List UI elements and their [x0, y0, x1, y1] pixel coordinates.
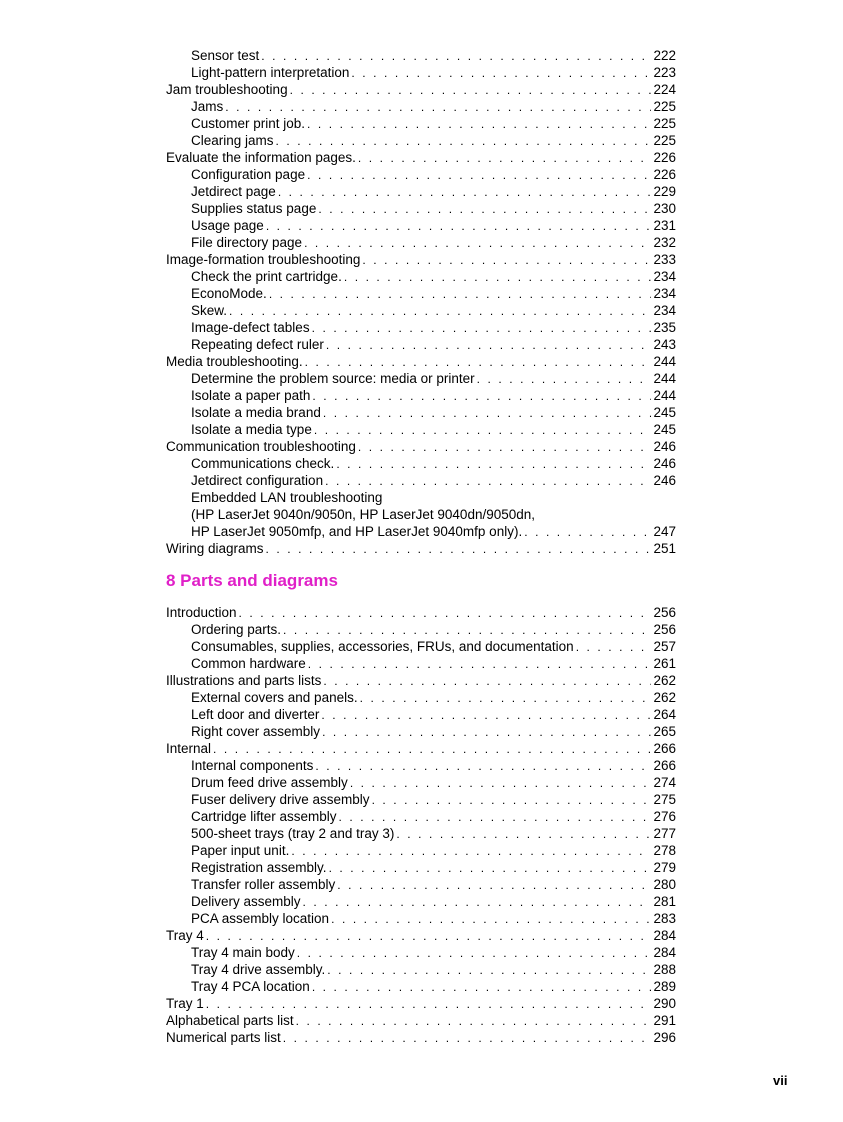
toc-entry-page-number: 280	[653, 877, 676, 892]
toc-entry-page-number: 296	[653, 1030, 676, 1045]
toc-entry-title: Skew.	[191, 303, 228, 318]
dot-leader	[325, 473, 651, 490]
toc-entry-title: Consumables, supplies, accessories, FRUs, and documentation	[191, 639, 574, 654]
toc-entry-page-number: 232	[653, 235, 676, 250]
dot-leader	[283, 622, 651, 639]
dot-leader	[396, 826, 651, 843]
toc-entry[interactable]	[166, 1029, 676, 1046]
toc-entry-title: Isolate a media brand	[191, 405, 321, 420]
toc-entry-page-number: 244	[653, 388, 676, 403]
toc-entry[interactable]	[166, 421, 676, 438]
toc-entry-page-number: 290	[653, 996, 676, 1011]
dot-leader	[327, 962, 651, 979]
toc-entry-page-number: 283	[653, 911, 676, 926]
toc-entry-title: Image-defect tables	[191, 320, 310, 335]
dot-leader	[225, 99, 651, 116]
toc-entry-page-number: 225	[653, 99, 676, 114]
toc-entry-title: Delivery assembly	[191, 894, 301, 909]
toc-entry-title: Light-pattern interpretation	[191, 65, 350, 80]
dot-leader	[229, 303, 651, 320]
toc-entry-page-number: 277	[653, 826, 676, 841]
toc-entry-title: Numerical parts list	[166, 1030, 281, 1045]
dot-leader	[360, 690, 652, 707]
dot-leader	[261, 48, 651, 65]
toc-entry-page-number: 288	[653, 962, 676, 977]
toc-entry[interactable]	[166, 723, 676, 740]
toc-entry-page-number: 234	[653, 269, 676, 284]
toc-entry-title: Registration assembly.	[191, 860, 327, 875]
dot-leader	[344, 269, 652, 286]
dot-leader	[266, 541, 652, 558]
dot-leader	[331, 911, 651, 928]
toc-entry[interactable]	[166, 370, 676, 387]
toc-entry-title: 500-sheet trays (tray 2 and tray 3)	[191, 826, 395, 841]
dot-leader	[336, 456, 651, 473]
toc-entry-title: External covers and panels.	[191, 690, 358, 705]
toc-entry-title: Image-formation troubleshooting	[166, 252, 361, 267]
toc-entry-title: Tray 4 main body	[191, 945, 295, 960]
toc-entry-page-number: 234	[653, 303, 676, 318]
toc-entry[interactable]	[166, 47, 676, 64]
dot-leader	[323, 673, 651, 690]
toc-entry-page-number: 257	[653, 639, 676, 654]
dot-leader	[290, 82, 652, 99]
toc-entry[interactable]	[166, 472, 676, 489]
toc-entry-page-number: 264	[653, 707, 676, 722]
toc-entry[interactable]	[166, 859, 676, 876]
toc-entry-title: Cartridge lifter assembly	[191, 809, 337, 824]
toc-entry-page-number: 226	[653, 167, 676, 182]
toc-entry-title: Media troubleshooting.	[166, 354, 303, 369]
dot-leader	[576, 639, 652, 656]
toc-entry-title: Supplies status page	[191, 201, 317, 216]
toc-entry-page-number: 225	[653, 133, 676, 148]
toc-entry[interactable]	[166, 387, 676, 404]
dot-leader	[296, 1013, 652, 1030]
toc-entry-title: Customer print job.	[191, 116, 306, 131]
toc-entry-page-number: 244	[653, 354, 676, 369]
toc-entry-page-number: 276	[653, 809, 676, 824]
toc-entry-title: Jetdirect configuration	[191, 473, 324, 488]
dot-leader	[329, 860, 652, 877]
toc-entry-page-number: 247	[653, 524, 676, 539]
dot-leader	[314, 422, 652, 439]
toc-entry-page-number: 223	[653, 65, 676, 80]
dot-leader	[337, 877, 651, 894]
toc-entry-page-number: 256	[653, 605, 676, 620]
toc-entry[interactable]	[166, 774, 676, 791]
toc-entry-title: Isolate a media type	[191, 422, 312, 437]
toc-entry-page-number: 246	[653, 473, 676, 488]
dot-leader	[206, 996, 652, 1013]
toc-entry-title: Right cover assembly	[191, 724, 321, 739]
toc-entry[interactable]	[166, 672, 676, 689]
toc-entry-title: Isolate a paper path	[191, 388, 311, 403]
toc-entry-page-number: 226	[653, 150, 676, 165]
toc-entry-page-number: 246	[653, 439, 676, 454]
toc-entry[interactable]	[166, 893, 676, 910]
toc-entry[interactable]	[166, 115, 676, 132]
toc-entry[interactable]	[166, 604, 676, 621]
toc-entry[interactable]	[166, 285, 676, 302]
toc-entry[interactable]	[166, 506, 676, 523]
dot-leader	[323, 405, 652, 422]
toc-entry[interactable]	[166, 876, 676, 893]
toc-entry[interactable]	[166, 689, 676, 706]
toc-entry[interactable]	[166, 740, 676, 757]
toc-entry-title: Clearing jams	[191, 133, 274, 148]
toc-entry[interactable]	[166, 251, 676, 268]
toc-entry-title: Communication troubleshooting	[166, 439, 356, 454]
dot-leader	[307, 116, 651, 133]
toc-entry-page-number: 291	[653, 1013, 676, 1028]
toc-entry[interactable]	[166, 217, 676, 234]
toc-entry-title: Tray 4	[166, 928, 204, 943]
dot-leader	[312, 979, 652, 996]
toc-entry-page-number: 265	[653, 724, 676, 739]
toc-entry-title: Internal	[166, 741, 212, 756]
toc-entry[interactable]	[166, 1012, 676, 1029]
dot-leader	[358, 150, 652, 167]
toc-entry[interactable]	[166, 353, 676, 370]
toc-entry-page-number: 234	[653, 286, 676, 301]
toc-entry-page-number: 266	[653, 741, 676, 756]
dot-leader	[321, 707, 651, 724]
toc-section-troubleshooting	[166, 47, 676, 557]
dot-leader	[297, 945, 652, 962]
dot-leader	[477, 371, 652, 388]
toc-entry-title: Evaluate the information pages.	[166, 150, 356, 165]
dot-leader	[303, 894, 652, 911]
toc-entry-page-number: 261	[653, 656, 676, 671]
toc-entry[interactable]	[166, 638, 676, 655]
toc-entry[interactable]	[166, 655, 676, 672]
toc-entry-title: Drum feed drive assembly	[191, 775, 348, 790]
toc-entry-title: Paper input unit.	[191, 843, 290, 858]
toc-entry-title: Left door and diverter	[191, 707, 320, 722]
toc-entry-title: Usage page	[191, 218, 264, 233]
toc-entry-page-number: 262	[653, 690, 676, 705]
dot-leader	[239, 605, 652, 622]
toc-entry-page-number: 245	[653, 405, 676, 420]
toc-entry-page-number: 289	[653, 979, 676, 994]
toc-section-parts	[166, 604, 676, 1046]
page-number: vii	[773, 1073, 788, 1088]
dot-leader	[305, 354, 652, 371]
toc-entry[interactable]	[166, 910, 676, 927]
toc-entry-page-number: 235	[653, 320, 676, 335]
toc-entry-page-number: 229	[653, 184, 676, 199]
dot-leader	[307, 167, 651, 184]
toc-entry[interactable]	[166, 81, 676, 98]
toc-entry-title: PCA assembly location	[191, 911, 330, 926]
toc-entry-page-number: 284	[653, 945, 676, 960]
dot-leader	[350, 775, 652, 792]
toc-entry[interactable]	[166, 706, 676, 723]
toc-entry-page-number: 275	[653, 792, 676, 807]
dot-leader	[312, 388, 651, 405]
dot-leader	[266, 218, 652, 235]
toc-entry[interactable]	[166, 978, 676, 995]
dot-leader	[269, 286, 652, 303]
toc-entry[interactable]	[166, 961, 676, 978]
toc-entry[interactable]	[166, 791, 676, 808]
toc-entry-page-number: 243	[653, 337, 676, 352]
toc-entry[interactable]	[166, 149, 676, 166]
toc-entry-page-number: 284	[653, 928, 676, 943]
dot-leader	[524, 524, 651, 541]
toc-entry[interactable]	[166, 166, 676, 183]
toc-entry-title: Tray 1	[166, 996, 204, 1011]
dot-leader	[326, 337, 652, 354]
toc-entry-page-number: 224	[653, 82, 676, 97]
dot-leader	[315, 758, 651, 775]
dot-leader	[312, 320, 652, 337]
toc-entry[interactable]	[166, 132, 676, 149]
toc-entry-title: Tray 4 PCA location	[191, 979, 310, 994]
dot-leader	[339, 809, 652, 826]
toc-entry-page-number: 251	[653, 541, 676, 556]
toc-entry-title: Introduction	[166, 605, 237, 620]
toc-entry-title: EconoMode.	[191, 286, 267, 301]
toc-entry[interactable]	[166, 438, 676, 455]
dot-leader	[283, 1030, 652, 1047]
toc-entry-page-number: 281	[653, 894, 676, 909]
dot-leader	[291, 843, 651, 860]
toc-entry[interactable]	[166, 927, 676, 944]
toc-entry-page-number: 244	[653, 371, 676, 386]
toc-entry-title: Tray 4 drive assembly.	[191, 962, 326, 977]
toc-entry-title: Common hardware	[191, 656, 306, 671]
dot-leader	[308, 656, 652, 673]
toc-entry[interactable]	[166, 98, 676, 115]
toc-entry-title: Configuration page	[191, 167, 306, 182]
toc-entry-title: Ordering parts.	[191, 622, 282, 637]
toc-entry-page-number: 274	[653, 775, 676, 790]
toc-entry[interactable]	[166, 455, 676, 472]
toc-entry-page-number: 262	[653, 673, 676, 688]
toc-entry-page-number: 245	[653, 422, 676, 437]
dot-leader	[318, 201, 651, 218]
toc-entry[interactable]	[166, 64, 676, 81]
toc-entry-title: Illustrations and parts lists	[166, 673, 322, 688]
toc-entry[interactable]	[166, 944, 676, 961]
toc-entry-title: Sensor test	[191, 48, 260, 63]
toc-entry-page-number: 266	[653, 758, 676, 773]
toc-entry-page-number: 222	[653, 48, 676, 63]
dot-leader	[206, 928, 652, 945]
toc-entry[interactable]	[166, 234, 676, 251]
toc-entry-title: Embedded LAN troubleshooting	[191, 490, 383, 505]
toc-entry-page-number: 230	[653, 201, 676, 216]
toc-entry[interactable]	[166, 825, 676, 842]
toc-entry-page-number: 256	[653, 622, 676, 637]
toc-entry[interactable]	[166, 540, 676, 557]
toc-entry-title: Internal components	[191, 758, 314, 773]
toc-entry[interactable]	[166, 523, 676, 540]
dot-leader	[362, 252, 651, 269]
toc-entry[interactable]	[166, 621, 676, 638]
toc-entry-title: Wiring diagrams	[166, 541, 264, 556]
toc-entry-page-number: 246	[653, 456, 676, 471]
dot-leader	[322, 724, 651, 741]
toc-entry-title: Repeating defect ruler	[191, 337, 324, 352]
dot-leader	[278, 184, 652, 201]
toc-entry[interactable]	[166, 336, 676, 353]
dot-leader	[358, 439, 652, 456]
toc-entry-title: Communications check.	[191, 456, 335, 471]
chapter-heading: 8 Parts and diagrams	[166, 571, 338, 590]
toc-entry-page-number: 233	[653, 252, 676, 267]
toc-entry[interactable]	[166, 489, 676, 506]
toc-entry-title: Transfer roller assembly	[191, 877, 336, 892]
toc-entry-page-number: 225	[653, 116, 676, 131]
dot-leader	[213, 741, 651, 758]
toc-entry-title: HP LaserJet 9050mfp, and HP LaserJet 9040mfp only).	[191, 524, 523, 539]
toc-entry-title: Alphabetical parts list	[166, 1013, 294, 1028]
toc-entry-title: Determine the problem source: media or printer	[191, 371, 475, 386]
toc-entry[interactable]	[166, 995, 676, 1012]
toc-entry[interactable]	[166, 302, 676, 319]
toc-entry-title: Jam troubleshooting	[166, 82, 288, 97]
dot-leader	[276, 133, 652, 150]
toc-entry-title: (HP LaserJet 9040n/9050n, HP LaserJet 9040dn/9050dn,	[191, 507, 536, 522]
toc-entry[interactable]	[166, 808, 676, 825]
dot-leader	[351, 65, 651, 82]
toc-entry[interactable]	[166, 757, 676, 774]
toc-entry[interactable]	[166, 200, 676, 217]
toc-entry-title: Fuser delivery drive assembly	[191, 792, 370, 807]
toc-entry-page-number: 231	[653, 218, 676, 233]
toc-entry-title: Jetdirect page	[191, 184, 276, 199]
toc-entry[interactable]	[166, 183, 676, 200]
toc-entry-title: Check the print cartridge.	[191, 269, 342, 284]
toc-entry[interactable]	[166, 404, 676, 421]
toc-entry[interactable]	[166, 268, 676, 285]
toc-entry-page-number: 279	[653, 860, 676, 875]
toc-entry-title: File directory page	[191, 235, 303, 250]
toc-entry[interactable]	[166, 842, 676, 859]
dot-leader	[372, 792, 652, 809]
toc-entry-page-number: 278	[653, 843, 676, 858]
toc-entry[interactable]	[166, 319, 676, 336]
toc-entry-title: Jams	[191, 99, 224, 114]
dot-leader	[304, 235, 651, 252]
